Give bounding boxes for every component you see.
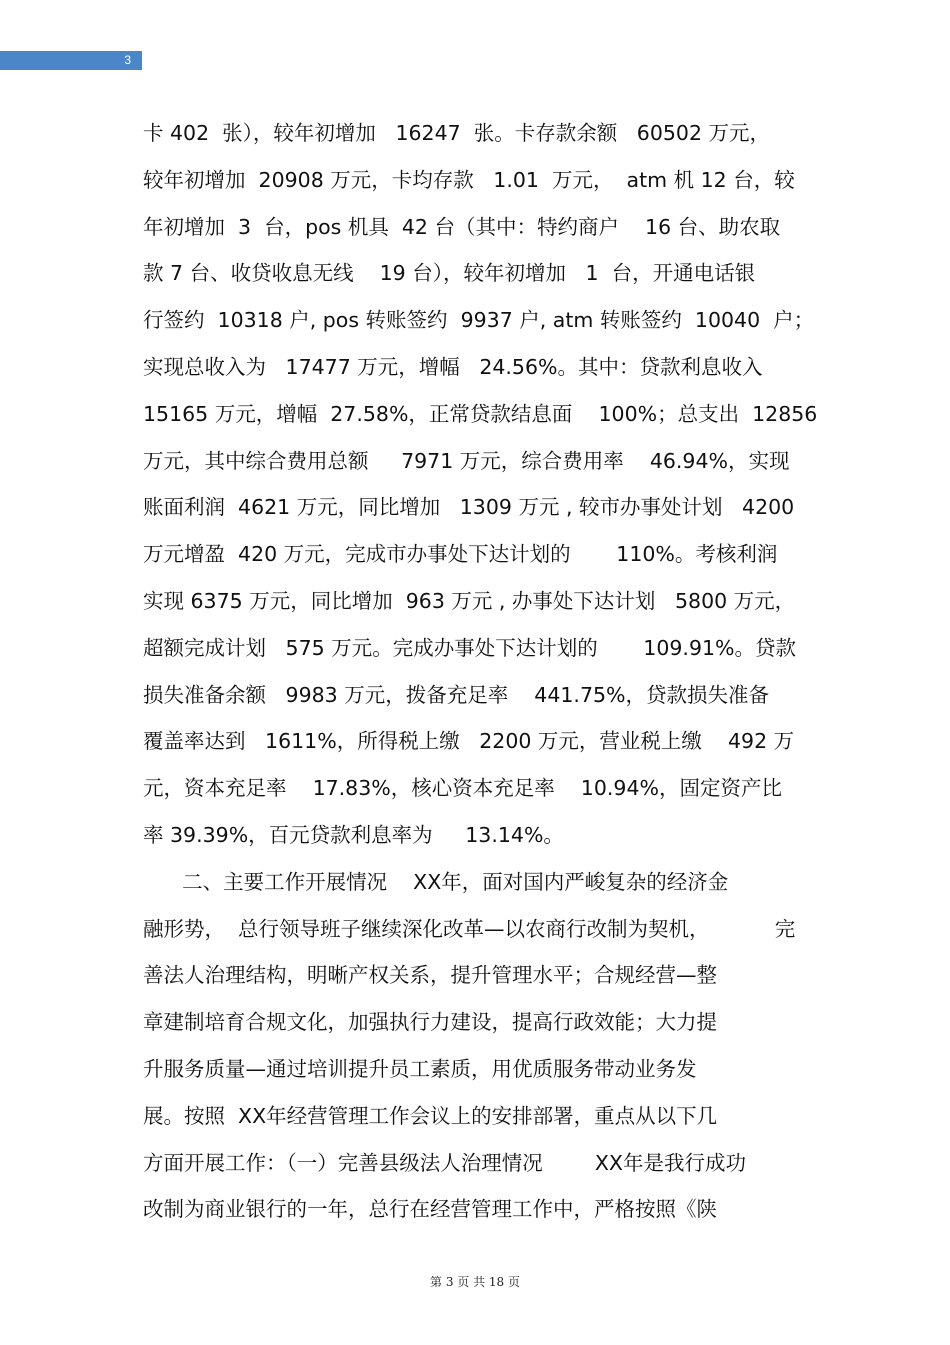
text-line: 年初增加 3 台，pos 机具 42 台（其中：特约商户 16 台、助农取 [143, 214, 781, 239]
text-line: 方面开展工作：（一）完善县级法人治理情况 XX年是我行成功 [143, 1150, 746, 1175]
text-line: 升服务质量—通过培训提升员工素质，用优质服务带动业务发 [143, 1056, 697, 1081]
text-line: 覆盖率达到 1611%，所得税上缴 2200 万元，营业税上缴 492 万 [143, 729, 795, 754]
text-line: 实现 6375 万元，同比增加 963 万元 , 办事处下达计划 5800 万元， [143, 588, 796, 613]
text-line: 账面利润 4621 万元，同比增加 1309 万元 , 较市办事处计划 4200 [143, 495, 795, 520]
document-body [143, 115, 823, 1238]
page-number-tab [0, 51, 142, 70]
text-line: 章建制培育合规文化，加强执行力建设，提高行政效能；大力提 [143, 1010, 717, 1035]
text-line: 率 39.39%，百元贷款利息率为 13.14%。 [143, 822, 564, 847]
text-line: 元，资本充足率 17.83%，核心资本充足率 10.94%，固定资产比 [143, 776, 782, 801]
text-line: 卡 402 张），较年初增加 16247 张。卡存款余额 60502 万元， [143, 121, 771, 145]
text-line: 15165 万元，增幅 27.58%，正常贷款结息面 100%；总支出 12856 [143, 401, 818, 426]
text-line: 实现总收入为 17477 万元，增幅 24.56%。其中：贷款利息收入 [143, 354, 763, 379]
text-line: 展。按照 XX年经营管理工作会议上的安排部署，重点从以下几 [143, 1103, 718, 1128]
text-line: 二、主要工作开展情况 XX年，面对国内严峻复杂的经济金 [143, 869, 729, 894]
text-line: 万元，其中综合费用总额 7971 万元，综合费用率 46.94%，实现 [143, 448, 790, 473]
text-line: 超额完成计划 575 万元。完成办事处下达计划的 109.91%。贷款 [143, 635, 797, 660]
text-line: 损失准备余额 9983 万元，拨备充足率 441.75%，贷款损失准备 [143, 682, 770, 707]
text-line: 行签约 10318 户, pos 转账签约 9937 户, atm 转账签约 10040 户； [143, 308, 815, 333]
text-line: 万元增盈 420 万元，完成市办事处下达计划的 110%。考核利润 [143, 542, 778, 567]
text-line: 善法人治理结构，明晰产权关系，提升管理水平；合规经营—整 [143, 963, 717, 988]
text-line: 融形势， 总行领导班子继续深化改革—以农商行改制为契机， 完 [143, 916, 796, 941]
page-footer: 第 3 页 共 18 页 [430, 1275, 520, 1289]
text-line: 款 7 台、收贷收息无线 19 台），较年初增加 1 台，开通电话银 [143, 261, 756, 286]
page-number-label: 3 [124, 53, 131, 67]
text-line: 改制为商业银行的一年，总行在经营管理工作中，严格按照《陕 [143, 1197, 717, 1222]
text-line: 较年初增加 20908 万元，卡均存款 1.01 万元， atm 机 12 台，较 [143, 167, 795, 192]
